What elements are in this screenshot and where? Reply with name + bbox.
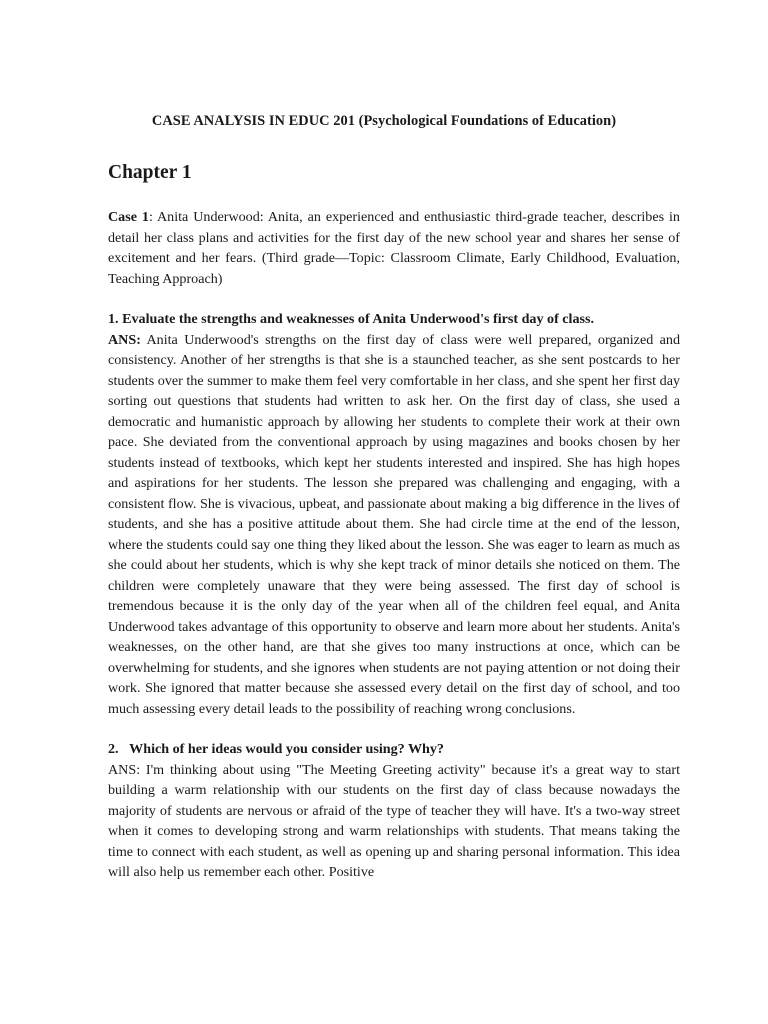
document-title: CASE ANALYSIS IN EDUC 201 (Psychological Foundations of Education)	[151, 113, 617, 129]
chapter-heading: Chapter 1	[108, 162, 192, 183]
spacer	[108, 719, 680, 739]
document-body	[108, 207, 680, 883]
case-label: Case 1	[108, 209, 149, 225]
question-1	[108, 309, 680, 330]
answer-1-text: Anita Underwood's strengths on the first day of class were well prepared, organized and consistency. Another of her strengths is that she is a staunched teacher, as she sent postcards to her students over the summer to make them feel very comfortable in her class, and she spent her first day sorting out questions that students had written to ask her. On the first day of class, she used a democratic and humanistic approach by allowing her students to complete their work at their own pace. She deviated from the conventional approach by using magazines and books chosen by her students instead of textbooks, which kept her students interested and inspired. She has high hopes and aspirations for her students. The lesson she prepared was challenging and engaging, with a consistent flow. She is vivacious, upbeat, and passionate about making a big difference in the lives of students, and she has a positive attitude about them. She had circle time at the end of the lesson, where the students could say one thing they liked about the lesson. She was eager to learn as much as she could about her students, which is why she kept track of minor details she noticed on them. The children were completely unaware that they were being assessed. The first day of school is tremendous because it is the only day of the year when all of the children feel equal, and Anita Underwood takes advantage of this opportunity to observe and learn more about her students. Anita's weaknesses, on the other hand, are that she gives too many instructions at once, which can be overwhelming for students, and she ignores when students are not paying attention or not doing their work. She ignored that matter because she assessed every detail on the first day of school, and too much assessing every detail leads to the possibility of reaching wrong conclusions.	[108, 331, 680, 717]
case-text: : Anita Underwood: Anita, an experienced and enthusiastic third-grade teacher, describes in detail her class plans and activities for the first day of the new school year and shares her sense of excitement and her fears. (Third grade—Topic: Classroom Climate, Early Childhood, Evaluation, Teaching Approach)	[108, 209, 680, 287]
question-1-text: 1. Evaluate the strengths and weaknesses of Anita Underwood's first day of class.	[108, 311, 594, 327]
question-2	[108, 739, 680, 760]
answer-1	[108, 330, 680, 720]
answer-1-label: ANS:	[108, 331, 141, 348]
answer-2-text: ANS: I'm thinking about using "The Meeting Greeting activity" because it's a great way to start building a warm relationship with our students on the first day of class because nowadays the majority of students are nervous or afraid of the type of teacher they will have. It's a two-way street when it comes to developing strong and warm relationships with students. That means taking the time to connect with each student, as well as opening up and sharing personal information. This idea will also help us remember each other. Positive	[108, 761, 680, 880]
answer-2	[108, 760, 680, 883]
case-paragraph	[108, 207, 680, 289]
question-2-text: 2. Which of her ideas would you consider using? Why?	[108, 741, 444, 757]
spacer	[108, 289, 680, 309]
